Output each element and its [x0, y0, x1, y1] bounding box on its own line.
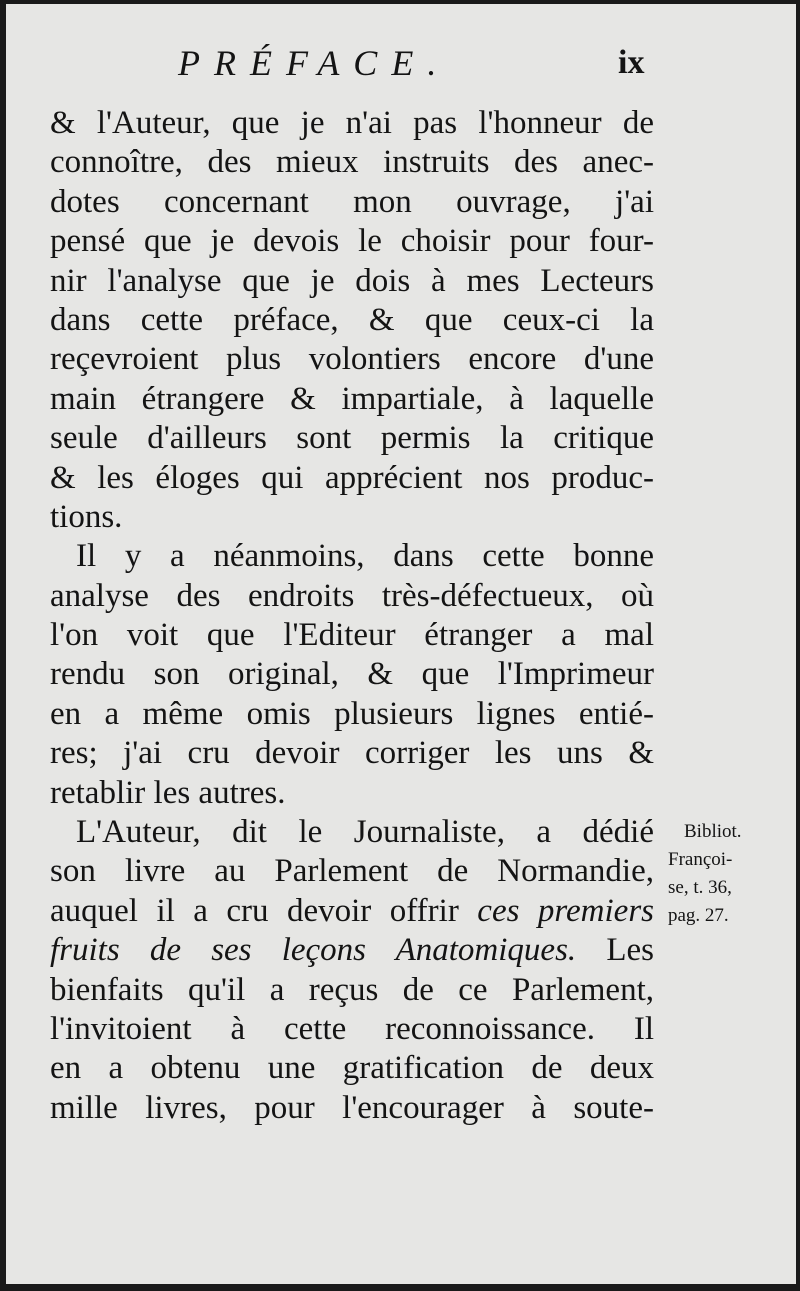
body-text: [50, 104, 654, 1128]
text-line: & les éloges qui apprécient nos produc-: [50, 459, 654, 496]
text-line: pensé que je devois le choisir pour four-: [50, 223, 654, 260]
italic-quote: ces premiers: [477, 892, 655, 929]
text-line: dotes concernant mon ouvrage, j'ai: [50, 183, 654, 220]
marginal-note-line: se, t. 36,: [668, 877, 732, 898]
text-line: son livre au Parlement de Normandie,: [50, 853, 654, 890]
text-line: connoître, des mieux instruits des anec-: [50, 144, 654, 181]
paragraph-2: [50, 537, 654, 813]
text-line: nir l'analyse que je dois à mes Lecteurs: [50, 262, 654, 299]
text-line: tions.: [50, 498, 123, 535]
text-line: dans cette préface, & que ceux-ci la: [50, 301, 654, 338]
text-line: l'invitoient à cette reconnoissance. Il: [50, 1010, 654, 1047]
text-line: & l'Auteur, que je n'ai pas l'honneur de: [50, 105, 654, 141]
text-line: retablir les autres.: [50, 774, 286, 811]
text-line: seule d'ailleurs sont permis la critique: [50, 420, 654, 457]
text-line: bienfaits qu'il a reçus de ce Parlement,: [50, 971, 654, 1008]
italic-quote: fruits de ses leçons Anatomiques.: [50, 932, 577, 969]
text-line: res; j'ai cru devoir corriger les uns &: [50, 735, 654, 772]
marginal-note-line: pag. 27.: [668, 905, 729, 926]
running-title: PRÉFACE.: [178, 43, 451, 83]
roman-text: Les: [606, 932, 654, 969]
text-line: [50, 931, 654, 970]
paragraph-3: [50, 813, 654, 1128]
text-line: l'on voit que l'Editeur étranger a mal: [50, 617, 654, 654]
text-line: reçevroient plus volontiers encore d'une: [50, 341, 654, 378]
page-header: [6, 42, 796, 92]
marginal-note-line: Françoi-: [668, 849, 733, 870]
book-page: [6, 4, 796, 1284]
marginal-note: [662, 818, 792, 930]
text-line: rendu son original, & que l'Imprimeur: [50, 656, 654, 693]
text-line: [50, 892, 654, 931]
text-line: analyse des endroits très-défectueux, où: [50, 577, 654, 614]
text-line: mille livres, pour l'encourager à soute-: [50, 1089, 654, 1126]
text-line: main étrangere & impartiale, à laquelle: [50, 380, 654, 417]
text-line: en a même omis plusieurs lignes entié-: [50, 695, 654, 732]
paragraph-1: [50, 104, 654, 537]
text-line: en a obtenu une gratification de deux: [50, 1050, 654, 1087]
text-line: Il y a néanmoins, dans cette bonne: [76, 538, 654, 575]
roman-text: auquel il a cru devoir offrir: [50, 892, 459, 929]
text-line: L'Auteur, dit le Journaliste, a dédié: [76, 814, 654, 851]
page-number: ix: [618, 44, 645, 81]
marginal-note-line: Bibliot.: [684, 821, 742, 842]
